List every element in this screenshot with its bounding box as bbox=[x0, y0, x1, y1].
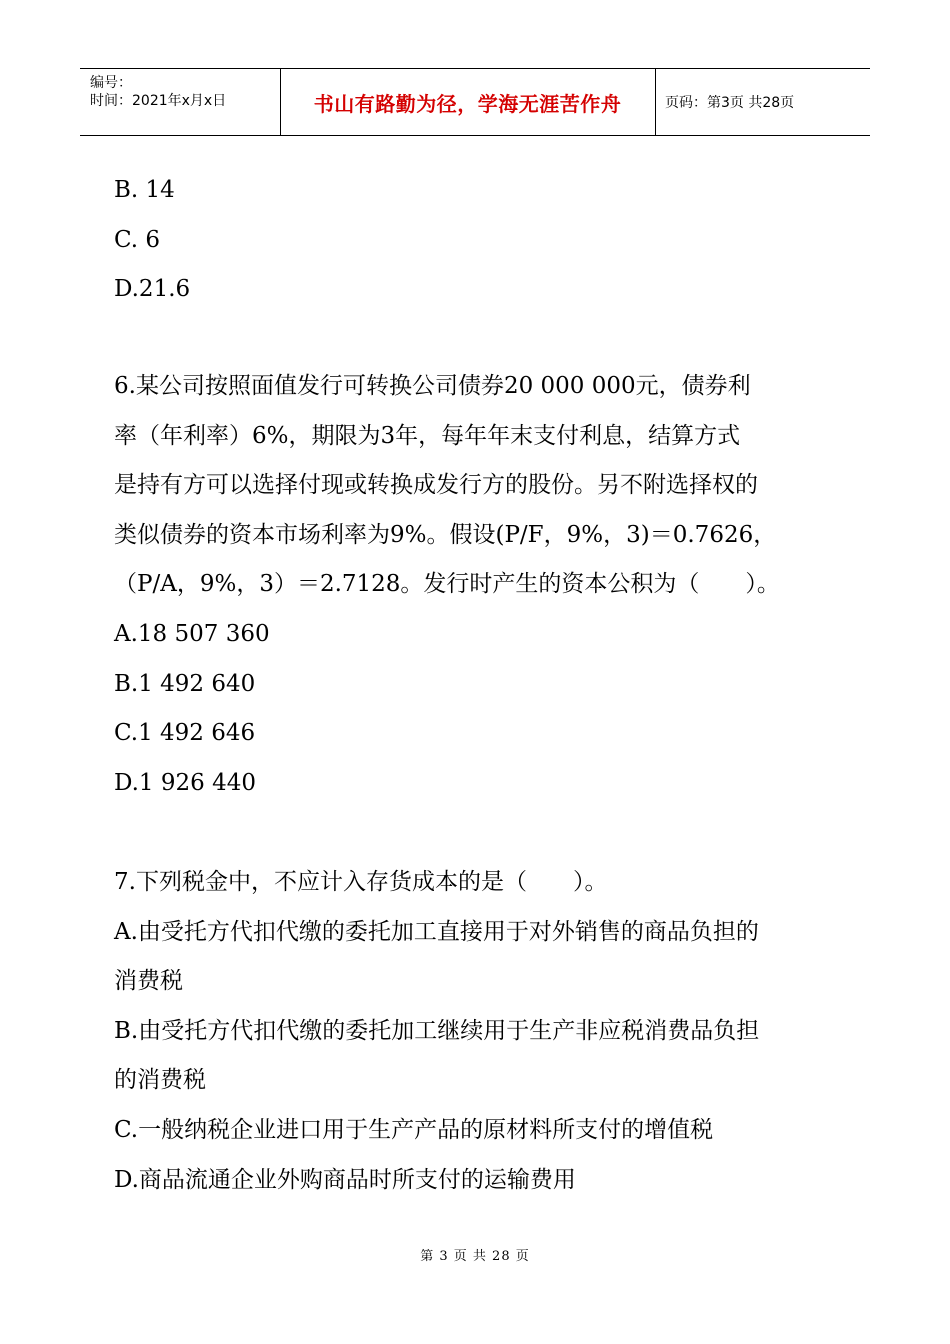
question-6-option-c: C.1 492 646 bbox=[114, 720, 256, 747]
option-d: D.21.6 bbox=[114, 276, 191, 303]
header-time-label: 时间：2021年x月x日 bbox=[90, 93, 227, 109]
question-7-stem: 7.下列税金中，不应计入存货成本的是（ ）。 bbox=[114, 869, 608, 895]
question-6-stem-line-4: 类似债券的资本市场利率为9%。假设(P/F，9%，3)＝0.7626， bbox=[114, 521, 777, 548]
header-page-info: 页码：第3页 共28页 bbox=[665, 95, 795, 111]
option-b: B. 14 bbox=[114, 177, 175, 203]
question-7-option-b-line-1: B.由受托方代扣代缴的委托加工继续用于生产非应税消费品负担 bbox=[114, 1017, 760, 1044]
question-6-stem-line-2: 率（年利率）6%，期限为3年，每年年末支付利息，结算方式 bbox=[114, 422, 741, 449]
question-7-option-b-line-2: 的消费税 bbox=[114, 1067, 206, 1094]
question-7-option-a-line-2: 消费税 bbox=[114, 968, 183, 995]
header-number-label: 编号： bbox=[90, 75, 132, 91]
question-6-stem-line-5: （P/A，9%，3）＝2.7128。发行时产生的资本公积为（ ）。 bbox=[114, 571, 780, 598]
question-6 bbox=[114, 362, 844, 808]
option-c: C. 6 bbox=[114, 226, 161, 253]
header-meta bbox=[80, 69, 280, 135]
question-7 bbox=[114, 858, 844, 1205]
header-motto: 书山有路勤为径，学海无涯苦作舟 bbox=[313, 91, 622, 116]
question-6-stem-line-1: 6.某公司按照面值发行可转换公司债券20 000 000元，债券利 bbox=[114, 373, 751, 399]
header-divider-right bbox=[655, 69, 656, 135]
question-7-option-c: C.一般纳税企业进口用于生产产品的原材料所支付的增值税 bbox=[114, 1116, 714, 1143]
question-6-option-b: B.1 492 640 bbox=[114, 670, 256, 697]
question-7-option-a-line-1: A.由受托方代扣代缴的委托加工直接用于对外销售的商品负担的 bbox=[114, 918, 759, 945]
question-7-option-d: D.商品流通企业外购商品时所支付的运输费用 bbox=[114, 1166, 576, 1193]
page-header bbox=[80, 68, 870, 136]
previous-question-options bbox=[114, 166, 844, 315]
question-6-stem-line-3: 是持有方可以选择付现或转换成发行方的股份。另不附选择权的 bbox=[114, 472, 758, 499]
question-6-option-a: A.18 507 360 bbox=[114, 620, 270, 647]
page-footer: 第 3 页 共 28 页 bbox=[420, 1249, 530, 1264]
question-6-option-d: D.1 926 440 bbox=[114, 769, 256, 796]
